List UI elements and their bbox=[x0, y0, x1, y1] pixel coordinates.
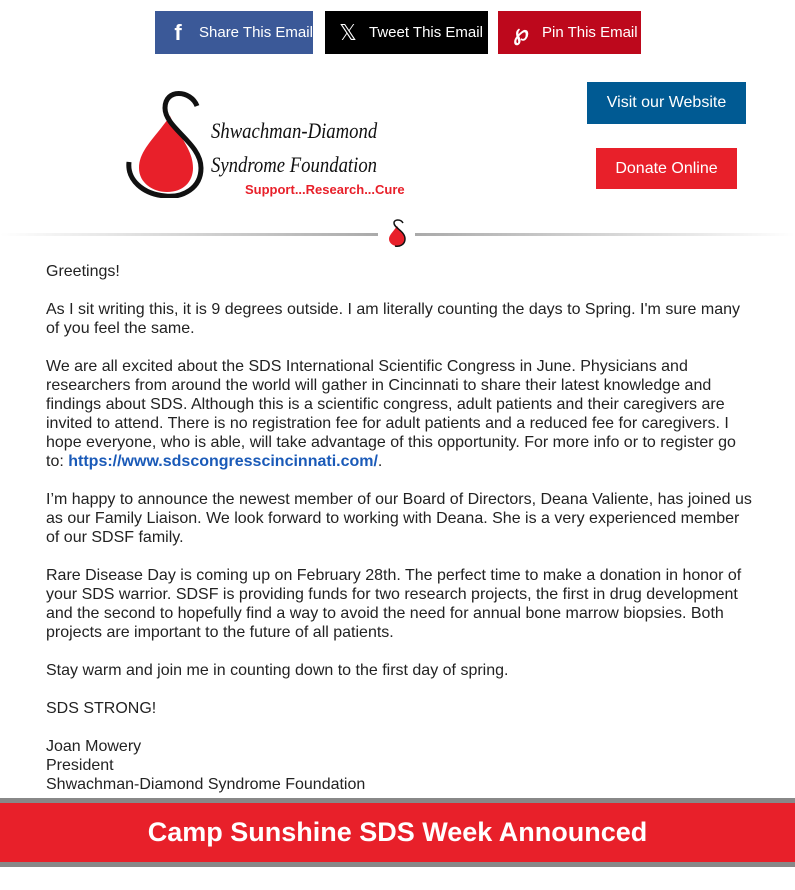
signature-name: Joan Mowery bbox=[46, 738, 142, 755]
section-banner: Camp Sunshine SDS Week Announced bbox=[0, 798, 795, 867]
facebook-icon: f bbox=[174, 19, 182, 45]
congress-link[interactable]: https://www.sdscongresscincinnati.com/ bbox=[68, 453, 378, 470]
paragraph: As I sit writing this, it is 9 degrees outside. I am literally counting the days to Spring. I'm sure many of you feel the same. bbox=[46, 301, 741, 337]
signature bbox=[46, 737, 756, 794]
logo-tagline: Support...Research...Cure bbox=[245, 182, 405, 197]
share-label: Share This Email bbox=[199, 24, 313, 41]
share-facebook-button[interactable] bbox=[155, 11, 313, 54]
logo-line1: Shwachman-Diamond bbox=[211, 118, 378, 143]
signature-org: Shwachman-Diamond Syndrome Foundation bbox=[46, 776, 366, 793]
share-twitter-button[interactable] bbox=[325, 11, 488, 54]
paragraph-text: We are all excited about the SDS International Scientific Congress in June. Physicians and researchers from around the world will gather in Cincinnati to share their latest knowledge and findings about SDS. Although this is a scientific congress, adult patients and their caregivers are invited to attend. There is no registration fee for adult patients and a reduced fee for caregivers. I hope everyone, who is able, will take advantage of this opportunity. For more info or to register go to: bbox=[46, 358, 736, 470]
pinterest-icon: ℘ bbox=[513, 19, 529, 45]
pin-label: Pin This Email bbox=[542, 24, 638, 41]
x-icon: 𝕏 bbox=[339, 19, 357, 45]
drop-s-divider-icon bbox=[384, 218, 410, 248]
paragraph: I’m happy to announce the newest member of our Board of Directors, Deana Valiente, has joined us as our Family Liaison. We look forward to working with Deana. She is a very experienced member of our SDSF family. bbox=[46, 491, 752, 546]
signature-title: President bbox=[46, 757, 114, 774]
paragraph: Rare Disease Day is coming up on February 28th. The perfect time to make a donation in honor of your SDS warrior. SDSF is providing funds for two research projects, the first in drug development and the second to hopefully find a way to avoid the need for annual bone marrow biopsies. Both projects are important to the future of all patients. bbox=[46, 567, 742, 641]
share-pinterest-button[interactable] bbox=[498, 11, 641, 54]
letter-body bbox=[46, 262, 756, 794]
paragraph: Stay warm and join me in counting down to the first day of spring. bbox=[46, 662, 509, 679]
logo-line2: Syndrome Foundation bbox=[211, 152, 378, 177]
foundation-logo bbox=[125, 88, 425, 198]
drop-s-logo-icon bbox=[125, 88, 215, 198]
divider-right bbox=[415, 233, 795, 236]
visit-website-button[interactable]: Visit our Website bbox=[587, 82, 746, 124]
divider-left bbox=[0, 233, 378, 236]
greeting: Greetings! bbox=[46, 263, 120, 280]
donate-online-button[interactable]: Donate Online bbox=[596, 148, 737, 189]
paragraph-congress bbox=[46, 357, 756, 471]
paragraph: SDS STRONG! bbox=[46, 700, 157, 717]
tweet-label: Tweet This Email bbox=[369, 24, 483, 41]
period: . bbox=[377, 453, 383, 470]
